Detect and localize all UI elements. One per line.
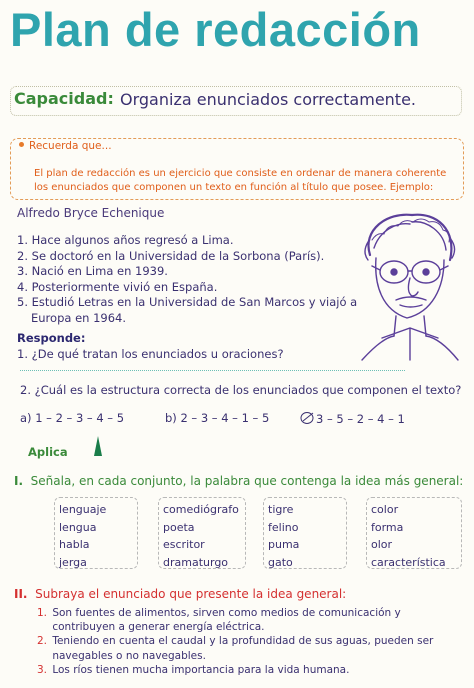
circled-c-mark-icon: [300, 411, 316, 425]
answer-line[interactable]: [20, 370, 405, 371]
word-option[interactable]: gato: [268, 555, 293, 569]
word-option[interactable]: color: [371, 503, 399, 516]
word-option[interactable]: jerga: [59, 555, 87, 569]
word-option[interactable]: lenguaje: [59, 503, 107, 516]
word-option[interactable]: poeta: [163, 520, 195, 534]
list-item: 5. Estudió Letras en la Universidad de San Marcos y viajó a: [17, 295, 358, 310]
word-option[interactable]: lengua: [59, 520, 97, 534]
capacidad-text: Organiza enunciados correctamente.: [120, 90, 417, 109]
author-caricature-icon: [352, 210, 462, 365]
recuerda-label: Recuerda que...: [29, 140, 112, 152]
option-a[interactable]: a) 1 – 2 – 3 – 4 – 5: [20, 411, 125, 425]
word-option[interactable]: comediógrafo: [163, 503, 239, 516]
capacidad-label: Capacidad:: [14, 89, 114, 108]
word-group-3: [263, 497, 347, 569]
word-option[interactable]: tigre: [268, 503, 294, 516]
word-option[interactable]: felino: [268, 520, 299, 534]
recuerda-text: El plan de redacción es un ejercicio que consiste en ordenar de manera coherente los enunciados que componen un texto en función al título que posee. Ejemplo:: [34, 168, 447, 193]
word-option[interactable]: puma: [268, 538, 300, 551]
word-option[interactable]: habla: [59, 538, 90, 551]
word-group-2: [158, 497, 246, 569]
word-option[interactable]: olor: [371, 538, 393, 551]
list-item: 1. Hace algunos años regresó a Lima.: [17, 233, 234, 247]
question-2: 2. ¿Cuál es la estructura correcta de los enunciados que componen el texto?: [20, 383, 462, 397]
responde-label: Responde:: [17, 331, 86, 345]
word-option[interactable]: forma: [371, 520, 404, 534]
option-b[interactable]: b) 2 – 3 – 4 – 1 – 5: [165, 411, 270, 425]
list-item[interactable]: 2. Teniendo en cuenta el caudal y la profundidad de sus aguas, pueden ser navegables o no navegables.: [37, 635, 434, 662]
word-group-1: [54, 497, 138, 569]
word-option[interactable]: dramaturgo: [163, 555, 229, 569]
section-2-instruction: II. Subraya el enunciado que presente la idea general:: [14, 587, 347, 601]
list-item: 3. Nació en Lima en 1939.: [17, 264, 168, 279]
aplica-label: Aplica: [28, 445, 68, 459]
list-item: 4. Posteriormente vivió en España.: [17, 279, 218, 294]
pencil-icon: [94, 436, 102, 456]
list-item[interactable]: 1. Son fuentes de alimentos, sirven como medios de comunicación y contribuyen a generar energía eléctrica.: [37, 607, 401, 634]
word-option[interactable]: escritor: [163, 538, 205, 551]
option-c[interactable]: 3 – 5 – 2 – 4 – 1: [300, 411, 405, 426]
list-item: Europa en 1964.: [31, 310, 127, 325]
bullet-icon: [19, 142, 24, 147]
section-1-instruction: I. Señala, en cada conjunto, la palabra que contenga la idea más general:: [14, 474, 464, 488]
section-2-list: [37, 606, 465, 677]
word-group-4: [366, 497, 462, 569]
list-item: 2. Se doctoró en la Universidad de la Sorbona (París).: [17, 248, 325, 263]
example-sentence-list: [17, 233, 357, 327]
example-author: Alfredo Bryce Echenique: [17, 206, 165, 220]
page-title: Plan de redacción: [10, 3, 421, 56]
list-item[interactable]: 3. Los ríos tienen mucha importancia para la vida humana.: [37, 663, 350, 676]
word-option[interactable]: característica: [371, 555, 446, 569]
question-1: 1. ¿De qué tratan los enunciados u oraciones?: [17, 347, 284, 361]
